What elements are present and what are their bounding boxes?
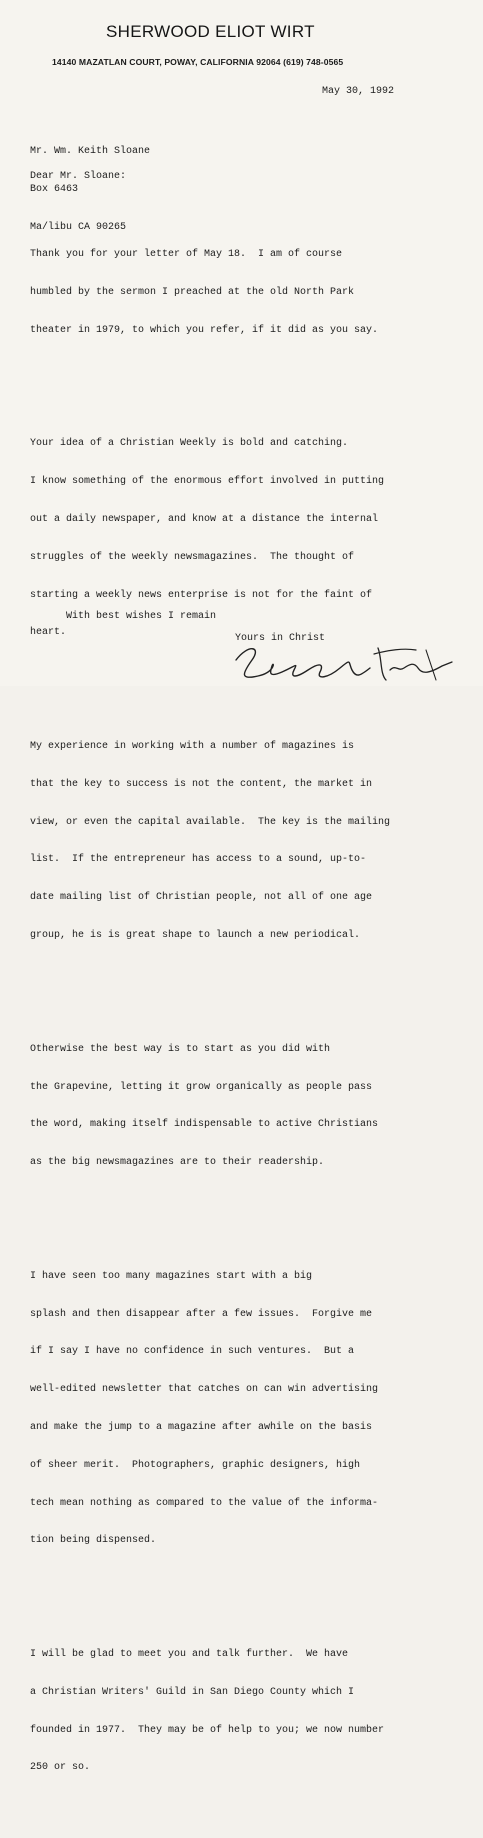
- body-line: I will be glad to meet you and talk further. We have: [30, 1649, 349, 1661]
- paragraph: [30, 703, 470, 728]
- body-line: out a daily newspaper, and know at a distance the internal: [30, 514, 379, 526]
- body-line: humbled by the sermon I preached at the old North Park: [30, 286, 355, 298]
- salutation: Dear Mr. Sloane:: [30, 171, 127, 182]
- body-line: 250 or so.: [30, 1762, 91, 1774]
- body-line: of sheer merit. Photographers, graphic designers, high: [30, 1459, 361, 1471]
- letterhead-address: 14140 MAZATLAN COURT, POWAY, CALIFORNIA 92064 (619) 748-0565: [52, 57, 344, 67]
- letter-body: [30, 183, 470, 1838]
- body-line: heart.: [30, 627, 67, 639]
- recipient-line: Box 6463: [30, 183, 79, 195]
- letter-date: May 30, 1992: [322, 86, 395, 97]
- body-line: the Grapevine, letting it grow organically as people pass: [30, 1081, 373, 1093]
- body-line: as the big newsmagazines are to their readership.: [30, 1157, 325, 1169]
- body-line: My experience in working with a number of magazines is: [30, 741, 355, 753]
- body-line: I know something of the enormous effort involved in putting: [30, 476, 385, 488]
- body-line: the word, making itself indispensable to active Christians: [30, 1119, 379, 1131]
- recipient-line: Ma/libu CA 90265: [30, 221, 127, 233]
- recipient-line: Mr. Wm. Keith Sloane: [30, 146, 151, 158]
- body-line: if I say I have no confidence in such ventures. But a: [30, 1346, 355, 1358]
- body-line: splash and then disappear after a few issues. Forgive me: [30, 1308, 373, 1320]
- body-line: starting a weekly news enterprise is not for the faint of: [30, 589, 373, 601]
- body-line: struggles of the weekly newsmagazines. The thought of: [30, 551, 355, 563]
- paragraph: [30, 1233, 470, 1258]
- closing-line: With best wishes I remain: [66, 611, 217, 622]
- body-line: view, or even the capital available. The key is the mailing: [30, 816, 391, 828]
- body-line: Otherwise the best way is to start as you did with: [30, 1043, 331, 1055]
- body-line: list. If the entrepreneur has access to a sound, up-to-: [30, 854, 367, 866]
- signoff-line: Yours in Christ: [235, 633, 326, 644]
- paragraph: [30, 1611, 470, 1636]
- body-line: tion being dispensed.: [30, 1535, 157, 1547]
- paragraph: [30, 1006, 470, 1031]
- body-line: date mailing list of Christian people, not all of one age: [30, 892, 373, 904]
- body-line: Your idea of a Christian Weekly is bold and catching.: [30, 438, 349, 450]
- letterhead-name: SHERWOOD ELIOT WIRT: [106, 22, 315, 41]
- handwritten-signature: [228, 640, 478, 686]
- body-line: that the key to success is not the content, the market in: [30, 778, 373, 790]
- body-line: group, he is is great shape to launch a new periodical.: [30, 930, 361, 942]
- paragraph: [30, 401, 470, 426]
- body-line: I have seen too many magazines start with a big: [30, 1270, 313, 1282]
- body-line: a Christian Writers' Guild in San Diego County which I: [30, 1686, 355, 1698]
- body-line: tech mean nothing as compared to the value of the informa-: [30, 1497, 379, 1509]
- body-line: Thank you for your letter of May 18. I am of course: [30, 249, 343, 261]
- body-line: founded in 1977. They may be of help to you; we now number: [30, 1724, 385, 1736]
- body-line: and make the jump to a magazine after awhile on the basis: [30, 1422, 373, 1434]
- body-line: theater in 1979, to which you refer, if it did as you say.: [30, 324, 379, 336]
- body-line: well-edited newsletter that catches on can win advertising: [30, 1384, 379, 1396]
- paragraph: [30, 211, 470, 236]
